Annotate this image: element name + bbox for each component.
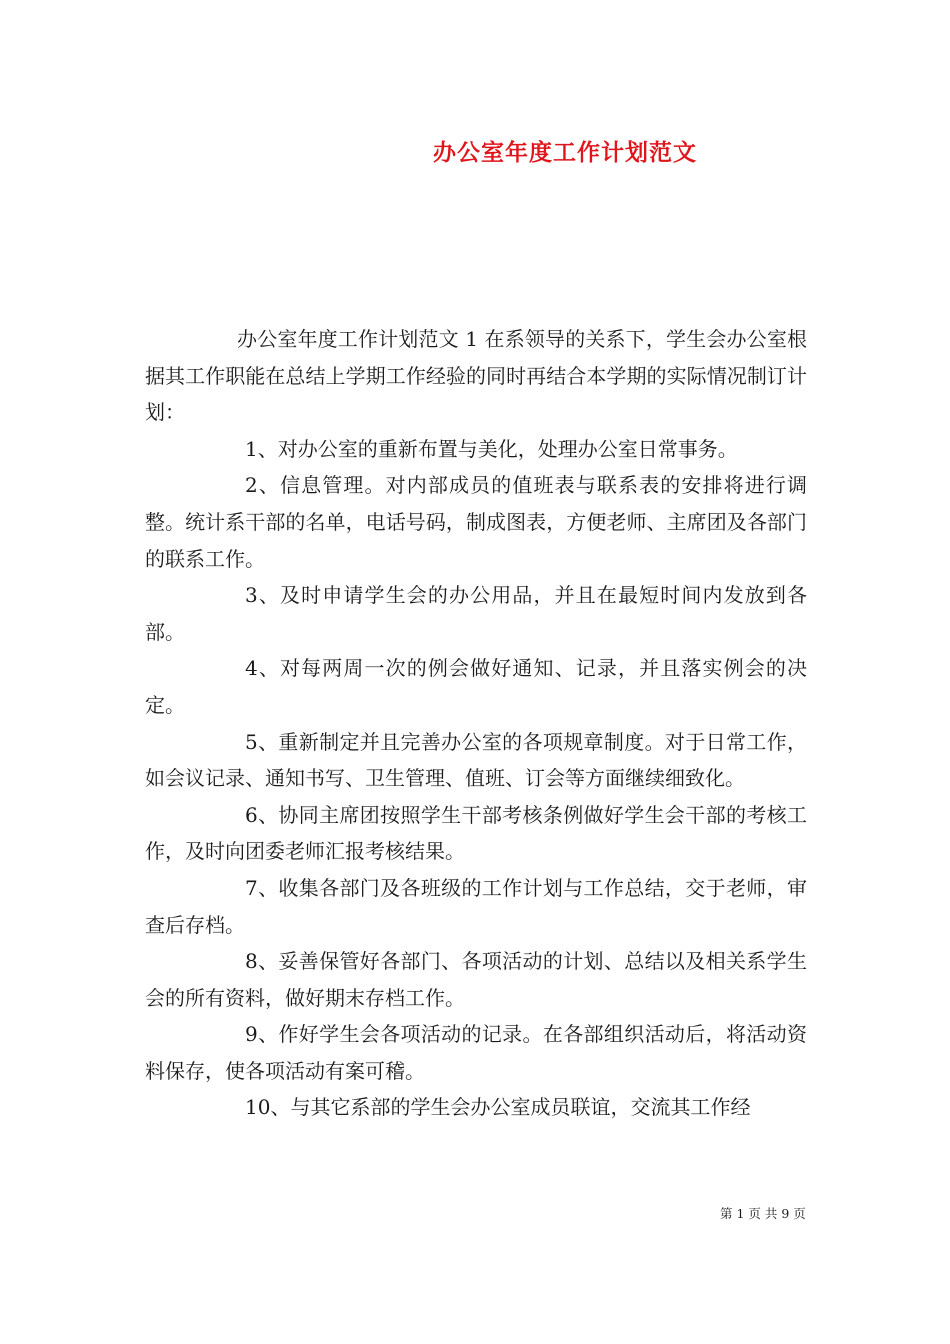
plan-item-8: 8、妥善保管好各部门、各项活动的计划、总结以及相关系学生会的所有资料，做好期末存档工作。 [145,949,807,1010]
plan-item-5: 5、重新制定并且完善办公室的各项规章制度。对于日常工作，如会议记录、通知书写、卫生管理、值班、订会等方面继续细致化。 [145,729,807,791]
plan-item-1: 1、对办公室的重新布置与美化，处理办公室日常事务。 [245,436,738,461]
document-title: 办公室年度工作计划范文 [433,139,697,166]
plan-item-2: 2、信息管理。对内部成员的值班表与联系表的安排将进行调整。统计系干部的名单，电话号码，制成图表，方便老师、主席团及各部门的联系工作。 [145,473,807,571]
plan-item-10: 10、与其它系部的学生会办公室成员联谊，交流其工作经 [245,1095,751,1120]
document-body [145,321,807,1126]
plan-item-7: 7、收集各部门及各班级的工作计划与工作总结，交于老师，审查后存档。 [145,875,807,937]
plan-item-4: 4、对每两周一次的例会做好通知、记录，并且落实例会的决定。 [145,656,807,717]
plan-item-6: 6、协同主席团按照学生干部考核条例做好学生会干部的考核工作，及时向团委老师汇报考核结果。 [145,802,807,864]
intro-paragraph: 办公室年度工作计划范文 1 在系领导的关系下，学生会办公室根据其工作职能在总结上学期工作经验的同时再结合本学期的实际情况制订计划： [145,327,807,425]
plan-item-9: 9、作好学生会各项活动的记录。在各部组织活动后，将活动资料保存，使各项活动有案可稽。 [145,1022,807,1083]
plan-item-3: 3、及时申请学生会的办公用品，并且在最短时间内发放到各部。 [145,583,807,644]
page-footer: 第 1 页 共 9 页 [720,1206,806,1221]
